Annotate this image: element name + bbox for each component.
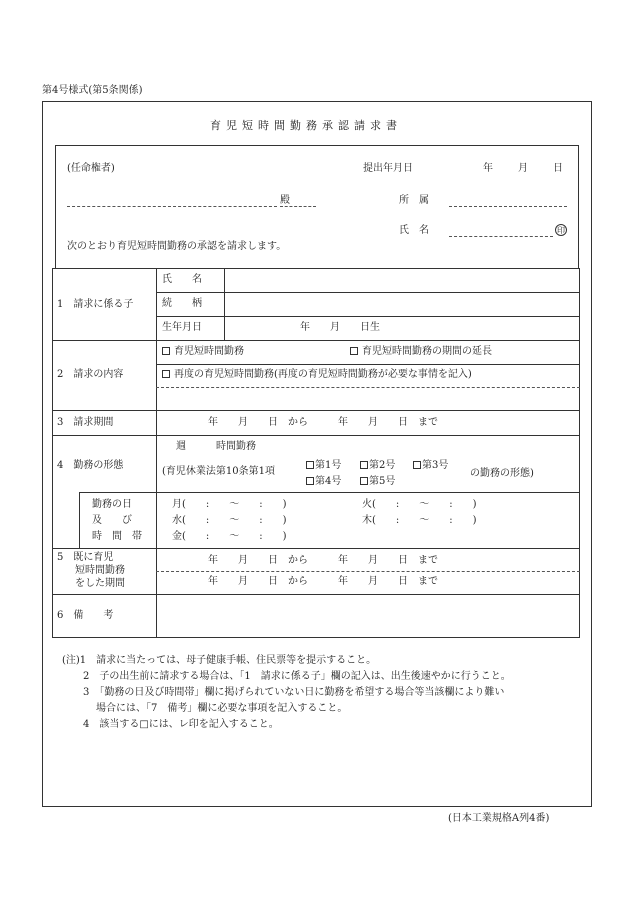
workdays-label-2: 及 び: [92, 515, 132, 526]
seal-mark: 印: [557, 226, 565, 235]
content-option-2[interactable]: [350, 347, 492, 357]
child-dob-label: 生年月日: [162, 322, 202, 333]
remarks-label: 6 備 考: [57, 610, 114, 621]
checkbox[interactable]: [350, 347, 358, 355]
appointer-name-line[interactable]: [67, 206, 277, 207]
workdays-label-1: 勤務の日: [92, 499, 132, 510]
checkbox[interactable]: [162, 347, 170, 355]
previous-label-3: をした期間: [75, 578, 125, 589]
law-reference: (育児休業法第10条第1項: [162, 466, 275, 477]
friday-hours: 金( : ～ : ): [172, 531, 287, 542]
child-subcolumn-divider: [224, 268, 225, 340]
option-label: 再度の育児短時間勤務(再度の育児短時間勤務が必要な事情を記入): [174, 369, 472, 380]
previous-label-2: 短時間勤務: [75, 565, 125, 576]
previous-label-1: 5 既に育児: [57, 552, 114, 563]
submit-month: 月: [518, 163, 528, 174]
section-line-3: [52, 435, 580, 436]
appointer-label: (任命権者): [67, 163, 115, 174]
checkbox[interactable]: [306, 461, 314, 469]
child-row-line-2: [156, 316, 580, 317]
content-row-line: [156, 364, 580, 365]
checkbox[interactable]: [306, 477, 314, 485]
checkbox[interactable]: [413, 461, 421, 469]
note-3b: 場合には、「7 備考」欄に必要な事項を記入すること。: [96, 703, 348, 714]
law-option-5[interactable]: [360, 477, 395, 487]
previous-period-1: 年 月 日 から 年 月 日 まで: [208, 555, 438, 566]
wednesday-hours: 水( : ～ : ): [172, 515, 287, 526]
law-option-4[interactable]: [306, 477, 341, 487]
form-number: 第4号様式(第5条関係): [42, 85, 143, 96]
child-name-label: 氏 名: [162, 274, 202, 285]
paper-size-note: (日本工業規格A列4番): [448, 813, 550, 824]
period-value: 年 月 日 から 年 月 日 まで: [208, 417, 438, 428]
law-option-1[interactable]: [306, 461, 341, 471]
workdays-label-3: 時 間 帯: [92, 531, 142, 542]
option-label: 第4号: [315, 476, 342, 487]
work-form-label: 4 勤務の形態: [57, 460, 124, 471]
affiliation-field[interactable]: [449, 206, 567, 207]
note-4: 4 該当する□には、レ印を記入すること。: [83, 719, 279, 730]
content-option-3[interactable]: [162, 370, 472, 380]
option-label: 育児短時間勤務: [174, 346, 244, 357]
content-section-label: 2 請求の内容: [57, 369, 124, 380]
checkbox[interactable]: [360, 477, 368, 485]
affiliation-label: 所 属: [399, 195, 429, 206]
weekly-hours: 週 時間勤務: [176, 441, 256, 452]
option-label: 第2号: [369, 460, 396, 471]
option-label: 第3号: [422, 460, 449, 471]
honorific: 殿: [280, 195, 290, 206]
submit-year: 年: [483, 163, 493, 174]
law-option-2[interactable]: [360, 461, 395, 471]
applicant-name-label: 氏 名: [399, 225, 429, 236]
applicant-name-field[interactable]: [449, 236, 553, 237]
previous-period-2: 年 月 日 から 年 月 日 まで: [208, 576, 438, 587]
section-line-4: [52, 548, 580, 549]
form-title: 育児短時間勤務承認請求書: [210, 119, 402, 132]
note-3a: 3 「勤務の日及び時間帯」欄に掲げられていない日に勤務を希望する場合等当該欄により難い: [83, 687, 505, 698]
option-label: 育児短時間勤務の期間の延長: [362, 346, 492, 357]
content-reason-line[interactable]: [156, 387, 580, 388]
checkbox[interactable]: [162, 370, 170, 378]
honorific-underline: [280, 206, 316, 207]
request-statement: 次のとおり育児短時間勤務の承認を請求します。: [67, 241, 287, 252]
child-row-line-1: [156, 292, 580, 293]
child-dob-value: 年 月 日生: [300, 322, 380, 333]
section-line-2: [52, 410, 580, 411]
content-option-1[interactable]: [162, 347, 244, 357]
note-2: 2 子の出生前に請求する場合は、「1 請求に係る子」欄の記入は、出生後速やかに行うこと。: [83, 671, 511, 682]
thursday-hours: 木( : ～ : ): [362, 515, 477, 526]
option-label: 第5号: [369, 476, 396, 487]
submit-day: 日: [553, 163, 563, 174]
workdays-top-line: [79, 492, 580, 493]
period-section-label: 3 請求期間: [57, 417, 114, 428]
previous-divider: [156, 571, 580, 572]
law-option-3[interactable]: [413, 461, 448, 471]
tuesday-hours: 火( : ～ : ): [362, 499, 477, 510]
child-relation-label: 続 柄: [162, 298, 202, 309]
note-1: (注)1 請求に当たっては、母子健康手帳、住民票等を提示すること。: [62, 655, 377, 666]
section-line-1: [52, 340, 580, 341]
law-suffix: の勤務の形態): [470, 468, 534, 479]
submit-date-label: 提出年月日: [363, 163, 413, 174]
child-section-label: 1 請求に係る子: [57, 299, 134, 310]
option-label: 第1号: [315, 460, 342, 471]
remarks-field[interactable]: [157, 595, 579, 637]
checkbox[interactable]: [360, 461, 368, 469]
monday-hours: 月( : ～ : ): [172, 499, 287, 510]
workdays-left-line: [79, 492, 80, 548]
label-column-divider: [156, 268, 157, 638]
